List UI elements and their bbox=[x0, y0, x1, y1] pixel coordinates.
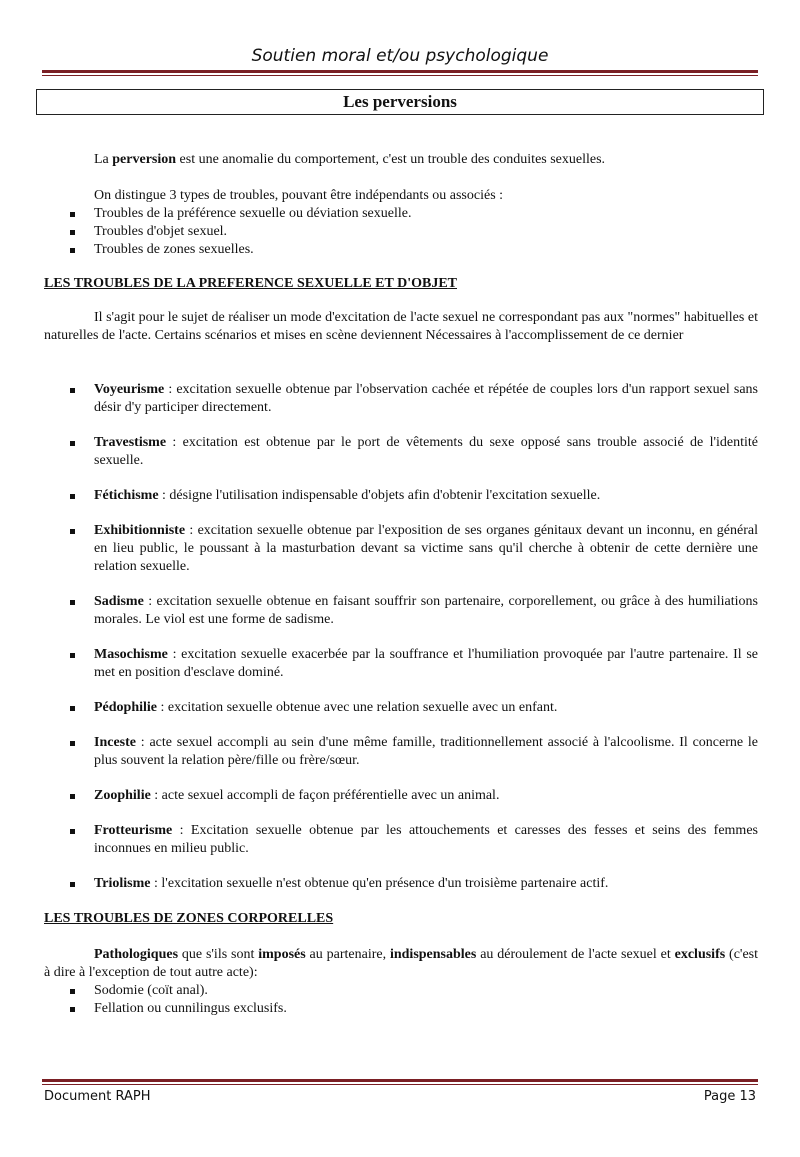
section1-paragraph-block bbox=[44, 309, 758, 345]
bullet-square-icon bbox=[70, 829, 75, 834]
def-term: Sadisme bbox=[94, 594, 144, 609]
def-term: Travestisme bbox=[94, 435, 167, 450]
types-block bbox=[44, 187, 758, 259]
bullet-square-icon bbox=[70, 794, 75, 799]
def-term: Zoophilie bbox=[94, 788, 151, 803]
bullet-square-icon bbox=[70, 494, 75, 499]
def-item: Sadisme : excitation sexuelle obtenue en faisant souffrir son partenaire, corporellement, ou grâce à des humiliations morales. Le viol est une forme de sadisme. bbox=[44, 593, 758, 629]
bullet-square-icon bbox=[70, 600, 75, 605]
section2-heading-block bbox=[44, 910, 758, 928]
intro-term: perversion bbox=[112, 152, 177, 167]
def-item: Inceste : acte sexuel accompli au sein d'une même famille, traditionnellement associé à l'alcoolisme. Il concerne le plus souvent la relation père/fille ou frère/sœur. bbox=[44, 734, 758, 770]
def-term: Frotteurisme bbox=[94, 823, 173, 838]
bullet-square-icon bbox=[70, 441, 75, 446]
bullet-square-icon bbox=[70, 1007, 75, 1012]
bullet-square-icon bbox=[70, 248, 75, 253]
def-term: Masochisme bbox=[94, 647, 168, 662]
def-item: Zoophilie : acte sexuel accompli de façon préférentielle avec un animal. bbox=[44, 787, 758, 805]
bullet-square-icon bbox=[70, 989, 75, 994]
section-heading: LES TROUBLES DE ZONES CORPORELLES bbox=[44, 911, 334, 926]
list-item: Sodomie (coït anal). bbox=[44, 982, 758, 1000]
def-term: Fétichisme bbox=[94, 488, 159, 503]
footer-rule bbox=[42, 1079, 758, 1085]
def-term: Inceste bbox=[94, 735, 136, 750]
header-rule bbox=[42, 70, 758, 76]
bullet-square-icon bbox=[70, 741, 75, 746]
def-item: Exhibitionniste : excitation sexuelle obtenue par l'exposition de ses organes génitaux devant un inconnu, en général en lieu public, le poussant à la masturbation devant sa victime sans qu'il cherche à obtenir de cette dernière une relation sexuelle. bbox=[44, 522, 758, 576]
section1-paragraph: Il s'agit pour le sujet de réaliser un mode d'excitation de l'acte sexuel ne correspondant pas aux "normes" habituelles et naturelles de l'acte. Certains scénarios et mises en scène deviennent Nécessaires à l'accomplissement de ce dernier bbox=[44, 310, 758, 343]
def-term: Exhibitionniste bbox=[94, 523, 186, 538]
section1-heading-block bbox=[44, 275, 758, 293]
def-item: Pédophilie : excitation sexuelle obtenue avec une relation sexuelle avec un enfant. bbox=[44, 699, 758, 717]
def-item: Voyeurisme : excitation sexuelle obtenue par l'observation cachée et répétée de couples lors d'un rapport sexuel sans désir d'y participer directement. bbox=[44, 381, 758, 417]
list-item: Troubles de zones sexuelles. bbox=[44, 241, 758, 259]
def-term: Voyeurisme bbox=[94, 382, 165, 397]
def-item: Masochisme : excitation sexuelle exacerbée par la souffrance et l'humiliation provoquée par l'autre partenaire. Il se met en position d'esclave dominé. bbox=[44, 646, 758, 682]
bullet-square-icon bbox=[70, 212, 75, 217]
types-lead: On distingue 3 types de troubles, pouvant être indépendants ou associés : bbox=[94, 188, 504, 203]
section2-body bbox=[44, 946, 758, 1018]
intro-block bbox=[44, 151, 758, 169]
list-item: Troubles de la préférence sexuelle ou déviation sexuelle. bbox=[44, 205, 758, 223]
list-item: Troubles d'objet sexuel. bbox=[44, 223, 758, 241]
def-term: Pédophilie bbox=[94, 700, 158, 715]
footer-document-name: Document RAPH bbox=[44, 1089, 151, 1104]
def-item: Travestisme : excitation est obtenue par le port de vêtements du sexe opposé sans trouble associé de l'identité sexuelle. bbox=[44, 434, 758, 470]
section2-paragraph: Pathologiques que s'ils sont imposés au partenaire, indispensables au déroulement de l'acte sexuel et exclusifs (c'est à dire à l'exception de tout autre acte): bbox=[44, 947, 759, 980]
running-header: Soutien moral et/ou psychologique bbox=[251, 46, 549, 66]
list-item: Fellation ou cunnilingus exclusifs. bbox=[44, 1000, 758, 1018]
bullet-square-icon bbox=[70, 706, 75, 711]
page-title: Les perversions bbox=[36, 89, 764, 115]
def-item: Triolisme : l'excitation sexuelle n'est obtenue qu'en présence d'un troisième partenaire actif. bbox=[44, 875, 758, 893]
bullet-square-icon bbox=[70, 230, 75, 235]
bullet-square-icon bbox=[70, 388, 75, 393]
def-term: Triolisme bbox=[94, 876, 151, 891]
bullet-square-icon bbox=[70, 653, 75, 658]
footer-page-number: Page 13 bbox=[703, 1089, 756, 1104]
def-item: Frotteurisme : Excitation sexuelle obtenue par les attouchements et caresses des fesses et seins des femmes inconnues en milieu public. bbox=[44, 822, 758, 858]
intro-definition: La perversion est une anomalie du comportement, c'est un trouble des conduites sexuelles. bbox=[94, 152, 606, 167]
section-heading: LES TROUBLES DE LA PREFERENCE SEXUELLE ET D'OBJET bbox=[44, 276, 457, 291]
bullet-square-icon bbox=[70, 882, 75, 887]
def-item: Fétichisme : désigne l'utilisation indispensable d'objets afin d'obtenir l'excitation sexuelle. bbox=[44, 487, 758, 505]
bullet-square-icon bbox=[70, 529, 75, 534]
